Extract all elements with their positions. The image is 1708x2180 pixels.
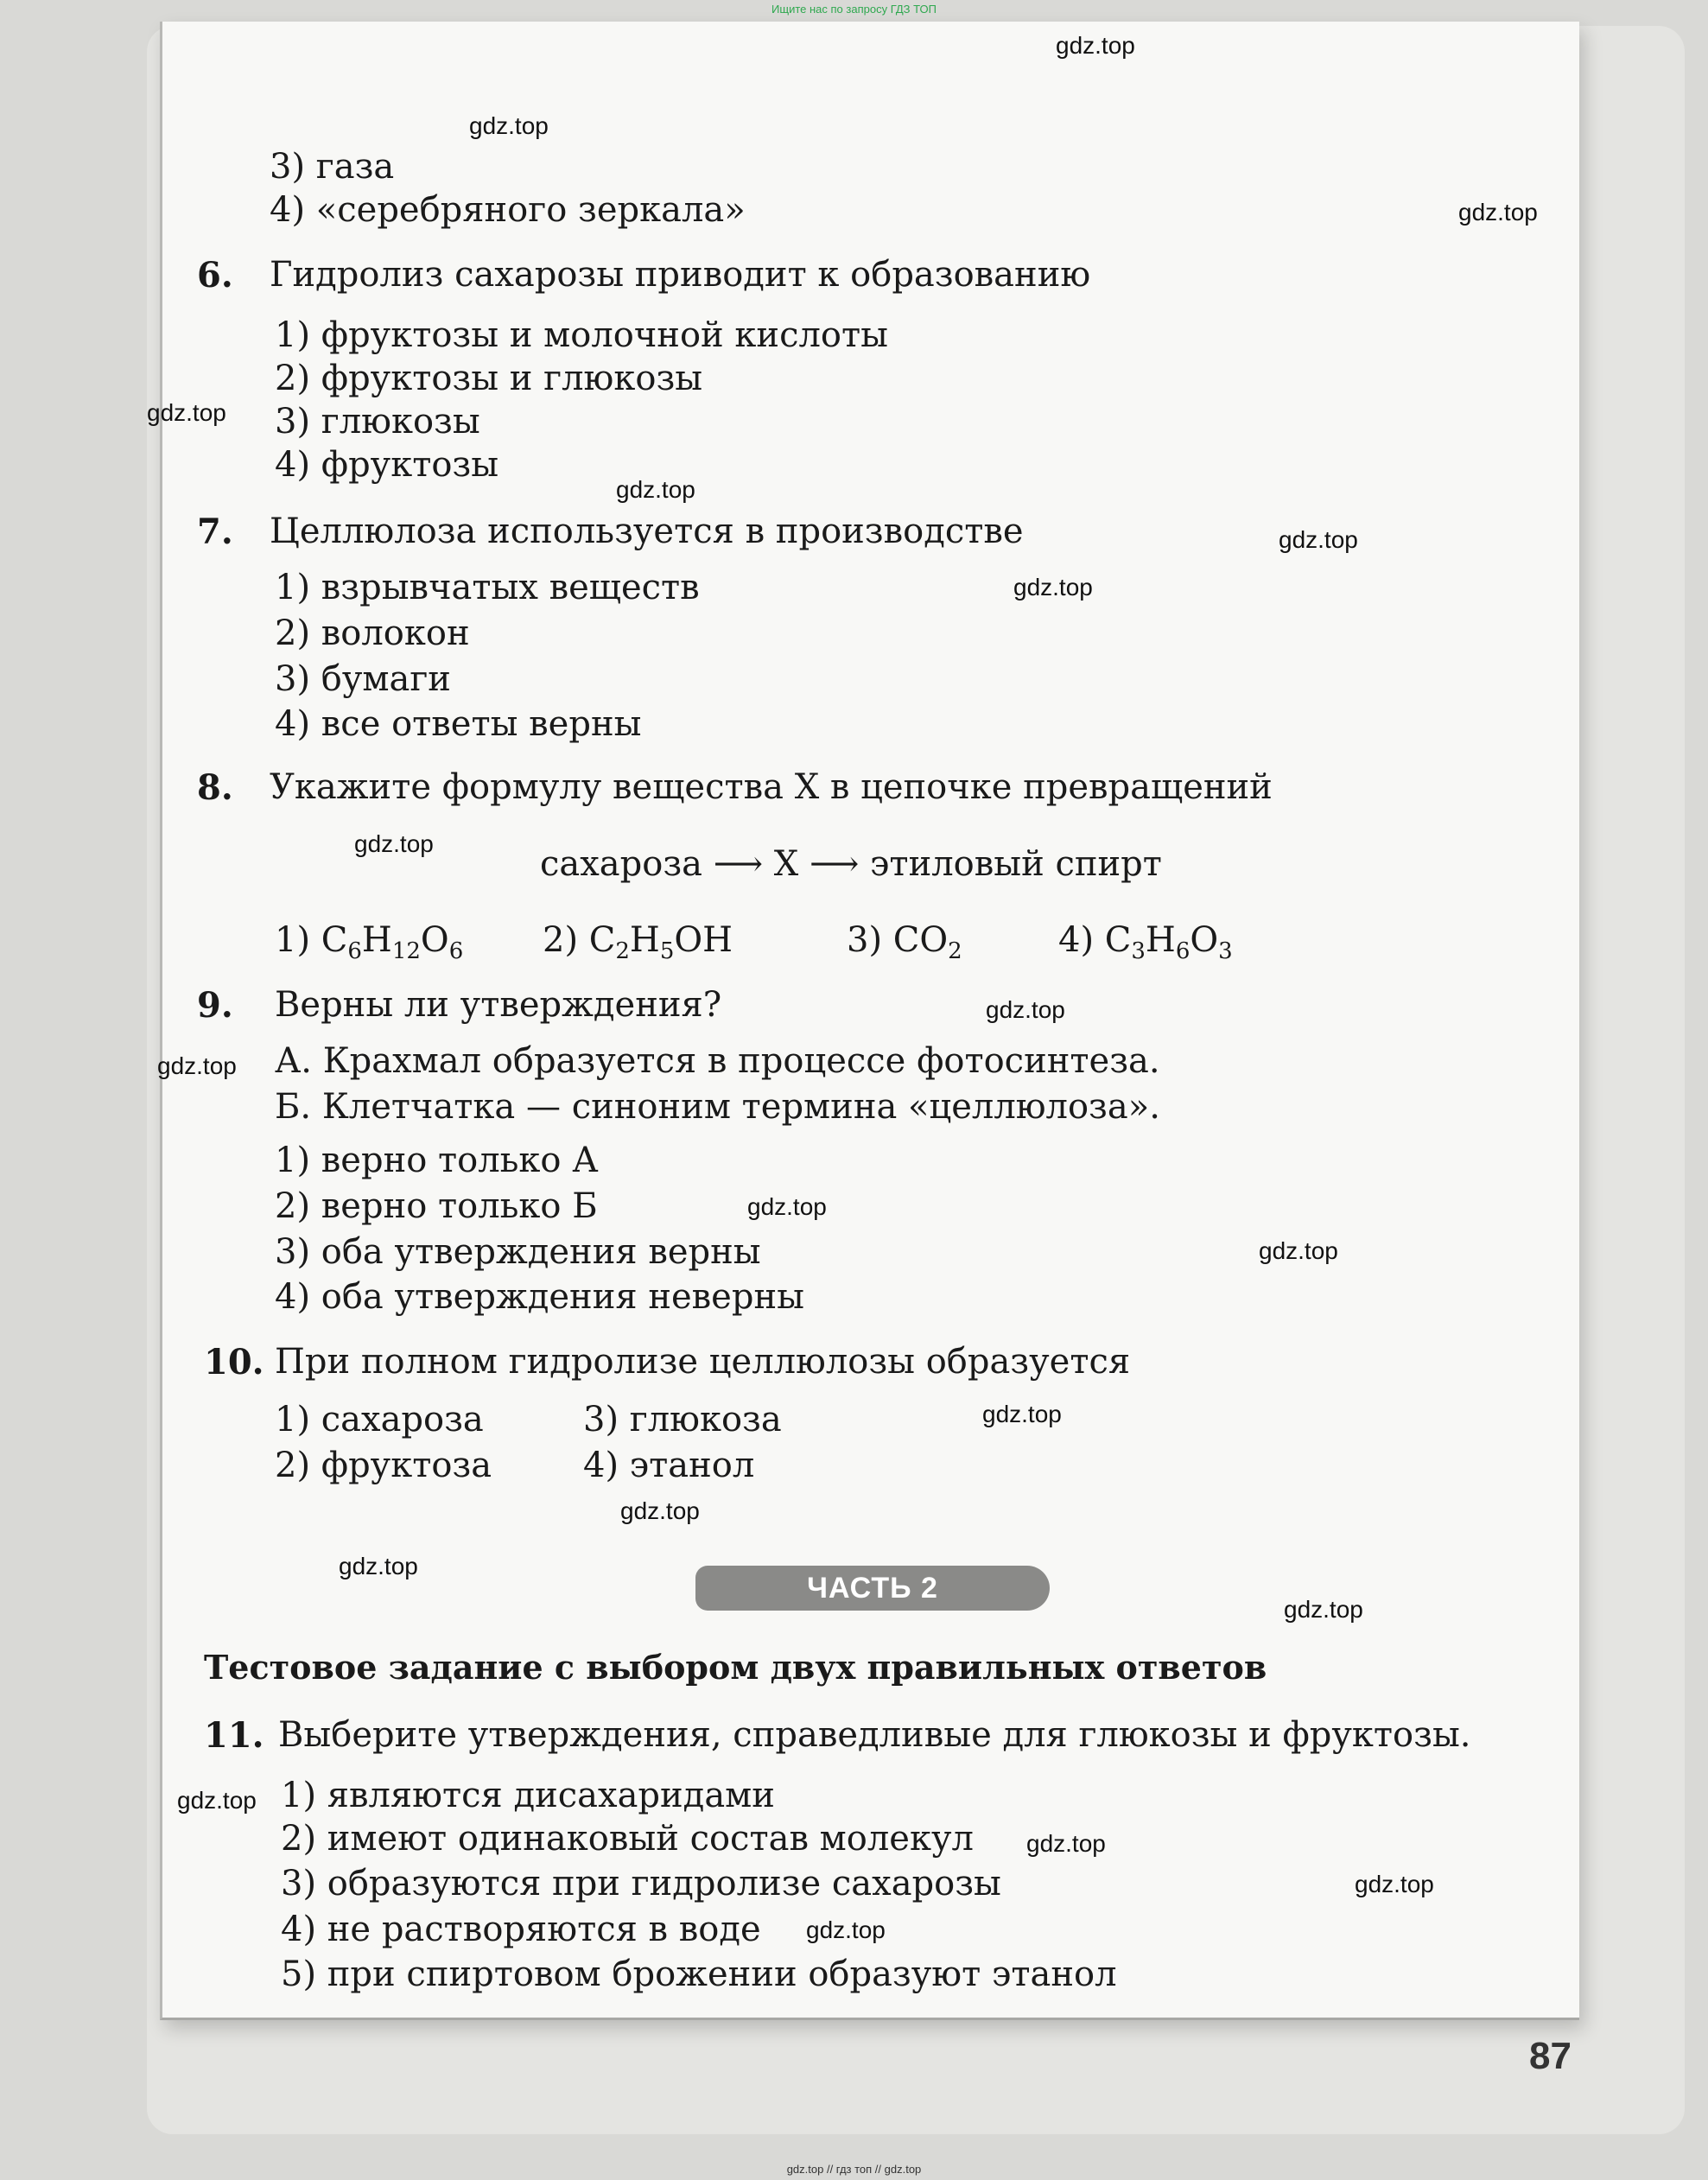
- watermark[interactable]: gdz.top: [147, 399, 226, 426]
- watermark[interactable]: gdz.top: [1355, 1871, 1434, 1897]
- q7-text: Целлюлоза используется в производстве: [270, 512, 1024, 551]
- watermark[interactable]: gdz.top: [1013, 574, 1093, 601]
- q11-option-5: 5) при спиртовом брожении образуют этанол: [281, 1954, 1117, 1994]
- q11-option-2: 2) имеют одинаковый состав молекул: [281, 1819, 974, 1859]
- q6-option-1: 1) фруктозы и молочной кислоты: [275, 315, 888, 355]
- watermark[interactable]: gdz.top: [982, 1401, 1062, 1427]
- q9-statement-a: А. Крахмал образуется в процессе фотосинтеза.: [275, 1041, 1160, 1081]
- q9-statement-b: Б. Клетчатка — синоним термина «целлюлоза».: [275, 1087, 1160, 1127]
- watermark[interactable]: gdz.top: [1056, 32, 1135, 59]
- watermark[interactable]: gdz.top: [177, 1787, 257, 1814]
- q10-option-4: 4) этанол: [583, 1446, 755, 1485]
- watermark[interactable]: gdz.top: [620, 1497, 700, 1524]
- watermark[interactable]: gdz.top: [1259, 1237, 1338, 1264]
- q8-option-1: 1) $C_6H_{12}O_6$: [275, 920, 464, 964]
- q6-text: Гидролиз сахарозы приводит к образованию: [270, 255, 1091, 295]
- page-number: 87: [1529, 2035, 1571, 2077]
- q10-number: 10.: [204, 1342, 264, 1382]
- watermark[interactable]: gdz.top: [469, 112, 549, 139]
- q9-option-2: 2) верно только Б: [275, 1186, 598, 1226]
- q7-number: 7.: [197, 512, 233, 552]
- q9-number: 9.: [197, 985, 233, 1026]
- q9-option-4: 4) оба утверждения неверны: [275, 1277, 804, 1317]
- part-2-heading: Тестовое задание с выбором двух правильных ответов: [204, 1648, 1267, 1687]
- q8-number: 8.: [197, 767, 233, 808]
- q6-option-4: 4) фруктозы: [275, 445, 499, 485]
- q8-text: Укажите формулу вещества Х в цепочке превращений: [270, 767, 1273, 807]
- watermark[interactable]: gdz.top: [1279, 526, 1358, 553]
- q8-chain: сахароза ⟶ Х ⟶ этиловый спирт: [540, 844, 1162, 884]
- watermark[interactable]: gdz.top: [157, 1052, 237, 1079]
- q11-option-4: 4) не растворяются в воде: [281, 1910, 761, 1949]
- q9-option-1: 1) верно только А: [275, 1141, 599, 1180]
- q6-number: 6.: [197, 255, 233, 296]
- part-2-badge: ЧАСТЬ 2: [695, 1566, 1050, 1611]
- q8-option-4: 4) $C_3H_6O_3$: [1058, 920, 1233, 964]
- q10-text: При полном гидролизе целлюлозы образуется: [275, 1342, 1131, 1382]
- q11-option-1: 1) являются дисахаридами: [281, 1776, 775, 1815]
- watermark[interactable]: gdz.top: [747, 1193, 827, 1220]
- top-banner[interactable]: [0, 0, 1708, 19]
- bottom-banner[interactable]: [0, 2160, 1708, 2177]
- watermark[interactable]: gdz.top: [616, 476, 695, 503]
- q10-option-3: 3) глюкоза: [583, 1400, 782, 1440]
- q11-option-3: 3) образуются при гидролизе сахарозы: [281, 1864, 1001, 1904]
- watermark[interactable]: gdz.top: [1026, 1830, 1106, 1857]
- q5-option-3: 3) газа: [270, 147, 395, 187]
- q6-option-3: 3) глюкозы: [275, 402, 480, 442]
- q8-option-2: 2) $C_2H_5OH$: [543, 920, 733, 964]
- watermark[interactable]: gdz.top: [1458, 199, 1538, 226]
- q7-option-3: 3) бумаги: [275, 659, 451, 699]
- q11-text: Выберите утверждения, справедливые для глюкозы и фруктозы.: [278, 1715, 1471, 1755]
- watermark[interactable]: gdz.top: [1284, 1596, 1363, 1623]
- watermark[interactable]: gdz.top: [354, 830, 434, 857]
- q8-option-3: 3) $CO_2$: [847, 920, 962, 964]
- watermark[interactable]: gdz.top: [986, 996, 1065, 1023]
- bottom-banner-text[interactable]: gdz.top // гдз топ // gdz.top: [786, 2163, 922, 2176]
- q9-option-3: 3) оба утверждения верны: [275, 1232, 761, 1272]
- top-banner-text[interactable]: Ищите нас по запросу ГДЗ ТОП: [771, 3, 937, 16]
- q10-option-1: 1) сахароза: [275, 1400, 484, 1440]
- q10-option-2: 2) фруктоза: [275, 1446, 492, 1485]
- q6-option-2: 2) фруктозы и глюкозы: [275, 359, 703, 398]
- q9-text: Верны ли утверждения?: [275, 985, 722, 1025]
- q7-option-1: 1) взрывчатых веществ: [275, 568, 700, 607]
- q7-option-4: 4) все ответы верны: [275, 704, 642, 744]
- watermark[interactable]: gdz.top: [339, 1553, 418, 1579]
- watermark[interactable]: gdz.top: [806, 1916, 886, 1943]
- q7-option-2: 2) волокон: [275, 613, 470, 653]
- q5-option-4: 4) «серебряного зеркала»: [270, 190, 746, 230]
- q11-number: 11.: [204, 1715, 264, 1756]
